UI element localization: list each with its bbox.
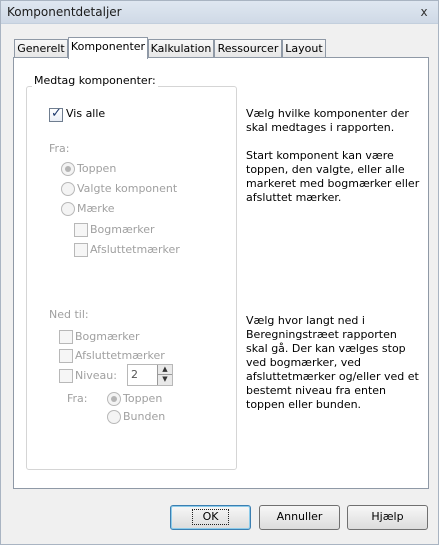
description-bottom-text: Vælg hvor langt ned i Beregningstræet rapporten skal gå. Der kan vælges stop ved bogmærker, ved afsluttetmærker og/eller ved et bestemt niveau fra enten toppen eller bunden.: [246, 314, 419, 411]
radio-maerke[interactable]: [61, 202, 75, 216]
tab-label: Kalkulation: [150, 42, 212, 55]
title-bar[interactable]: [1, 1, 438, 24]
radio-valgte-komponent[interactable]: [61, 182, 75, 196]
description-top: [246, 107, 421, 219]
close-icon[interactable]: x: [420, 5, 428, 19]
fra-bogmaerker-checkbox[interactable]: [74, 223, 88, 237]
description-top-p2: Start komponent kan være toppen, den valgte, eller alle markeret med bogmærker eller afsluttet mærker.: [246, 149, 420, 204]
niveau-label: Niveau:: [75, 369, 117, 382]
fra-afsluttetmaerker-label: Afsluttetmærker: [90, 243, 180, 256]
radio-maerke-label: Mærke: [77, 202, 115, 215]
cancel-button[interactable]: [259, 505, 340, 530]
tab-label: Layout: [285, 42, 323, 55]
tab-label: Generelt: [17, 42, 65, 55]
radio-dot: [65, 166, 71, 172]
radio-valgte-komponent-label: Valgte komponent: [77, 182, 178, 195]
stepper-down-icon[interactable]: ▼: [162, 375, 168, 383]
fra-afsluttetmaerker-checkbox[interactable]: [74, 243, 88, 257]
radio-toppen-label: Toppen: [77, 162, 117, 175]
description-top-p1: Vælg hvilke komponenter der skal medtages i rapporten.: [246, 107, 409, 134]
ok-button[interactable]: [170, 505, 251, 530]
ned-til-bogmaerker-label: Bogmærker: [75, 330, 140, 343]
help-button-label: Hjælp: [371, 510, 404, 523]
group-title: Medtag komponenter:: [34, 74, 156, 87]
tab-panel-komponenter: [13, 57, 429, 489]
tab-generelt[interactable]: [14, 39, 68, 58]
niveau-stepper[interactable]: [127, 364, 173, 386]
vis-alle-checkbox[interactable]: [49, 108, 63, 122]
stepper-up-icon[interactable]: ▲: [158, 365, 172, 375]
tab-komponenter[interactable]: [68, 37, 148, 59]
ned-til-label: Ned til:: [49, 308, 89, 321]
tab-label: Ressourcer: [217, 42, 279, 55]
fra-bogmaerker-label: Bogmærker: [90, 223, 155, 236]
radio-toppen[interactable]: [61, 162, 75, 176]
ned-til-afsluttetmaerker-checkbox[interactable]: [59, 349, 73, 363]
ned-til-afsluttetmaerker-label: Afsluttetmærker: [75, 349, 165, 362]
radio2-toppen-label: Toppen: [123, 392, 163, 405]
ok-button-label: OK: [192, 509, 230, 525]
niveau-value: 2: [131, 368, 138, 381]
fra-label: Fra:: [49, 142, 70, 155]
tab-layout[interactable]: [282, 39, 326, 58]
help-button[interactable]: [347, 505, 428, 530]
vis-alle-label: Vis alle: [66, 107, 106, 120]
checkmark-icon: ✓: [51, 106, 62, 121]
description-bottom: [246, 314, 421, 426]
tab-label: Komponenter: [70, 40, 146, 53]
stepper-buttons: [157, 365, 172, 385]
radio2-bunden-label: Bunden: [123, 410, 166, 423]
tab-kalkulation[interactable]: [148, 39, 214, 58]
niveau-checkbox[interactable]: [59, 369, 73, 383]
radio2-bunden[interactable]: [107, 410, 121, 424]
tab-ressourcer[interactable]: [214, 39, 282, 58]
fra2-label: Fra:: [67, 392, 88, 405]
ned-til-bogmaerker-checkbox[interactable]: [59, 330, 73, 344]
window-title: Komponentdetaljer: [7, 5, 122, 19]
cancel-button-label: Annuller: [276, 510, 323, 523]
radio-dot: [111, 396, 117, 402]
radio2-toppen[interactable]: [107, 392, 121, 406]
